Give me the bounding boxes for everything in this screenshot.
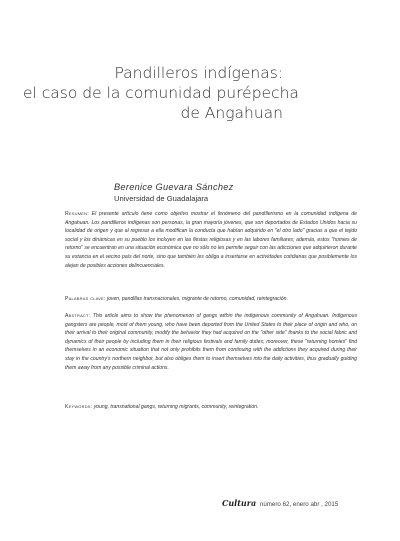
palabras-clave-label: Palabras clave:: [65, 296, 106, 302]
palabras-clave-block: [65, 295, 357, 304]
keywords-text: young, transnational gangs, returning migrants, community, reintegration.: [93, 404, 259, 410]
abstract-text: This article aims to show the phenomenon of gangs within the indigenous community of Angahuan. Indigenous gangsters are people, most of them young, who have been deported from the United States to their place of origin and who, on their arrival to their original community, modify the behavior they had acquired on the "other side" thanks to the social fabric and dynamics of their people by including them in their religious festivals and family duties; moreover, these "returning homies" find themselves in an economic situation that not only prohibits them from continuing with the addictions they acquired during their stay in the country's northern neighbor, but also obliges them to insert themselves into the daily activities, thus gradually guiding them away from any possible criminal actions.: [65, 313, 357, 371]
keywords-block: [65, 403, 357, 412]
palabras-clave-text: joven, pandillas transnacionales, migrante de retorno, comunidad, reintegración.: [106, 296, 288, 302]
resumen-label: Resumen:: [65, 211, 89, 217]
issue-info: número 62, enero abr , 2015: [259, 501, 339, 508]
title-line-1: Pandilleros indígenas:: [114, 64, 283, 82]
title-line-3: de Angahuan: [180, 104, 283, 122]
journal-logo: Cultura: [222, 498, 257, 508]
keywords-label: Keywords:: [65, 404, 93, 410]
article-title: [23, 63, 299, 123]
resumen-text: El presente artículo tiene como objetivo mostrar el fenómeno del pandillerismo en la comunidad indígena de Angahuan. Los pandilleros indígenas son personas, la gran mayoría jóvenes, que son deportados de Estados Unidos hacia su localidad de origen y que al regresar a ella modifican la conducta que habían adquirido en "el otro lado" gracias a que el tejido social y los dinámicas en su pueblo los incluyen en las fiestas religiosas y en las labores familiares; además, estos "homies de retorno" se encuentran en una situación económica que no sólo no les permite seguir con las adicciones que adquirieron durante su estancia en el vecino país del norte, sino que también les obliga a insertarse en actividades cotidianas que posiblemente los alejan de posibles acciones delincuenciales.: [65, 211, 357, 269]
page-footer: [222, 498, 338, 508]
resumen-block: [65, 210, 357, 270]
abstract-label: Abstract:: [65, 313, 91, 319]
title-line-2: el caso de la comunidad purépecha: [23, 84, 299, 102]
author-affiliation: Universidad de Guadalajara: [114, 194, 209, 203]
author-name: Berenice Guevara Sánchez: [114, 182, 234, 192]
abstract-block: [65, 312, 357, 372]
